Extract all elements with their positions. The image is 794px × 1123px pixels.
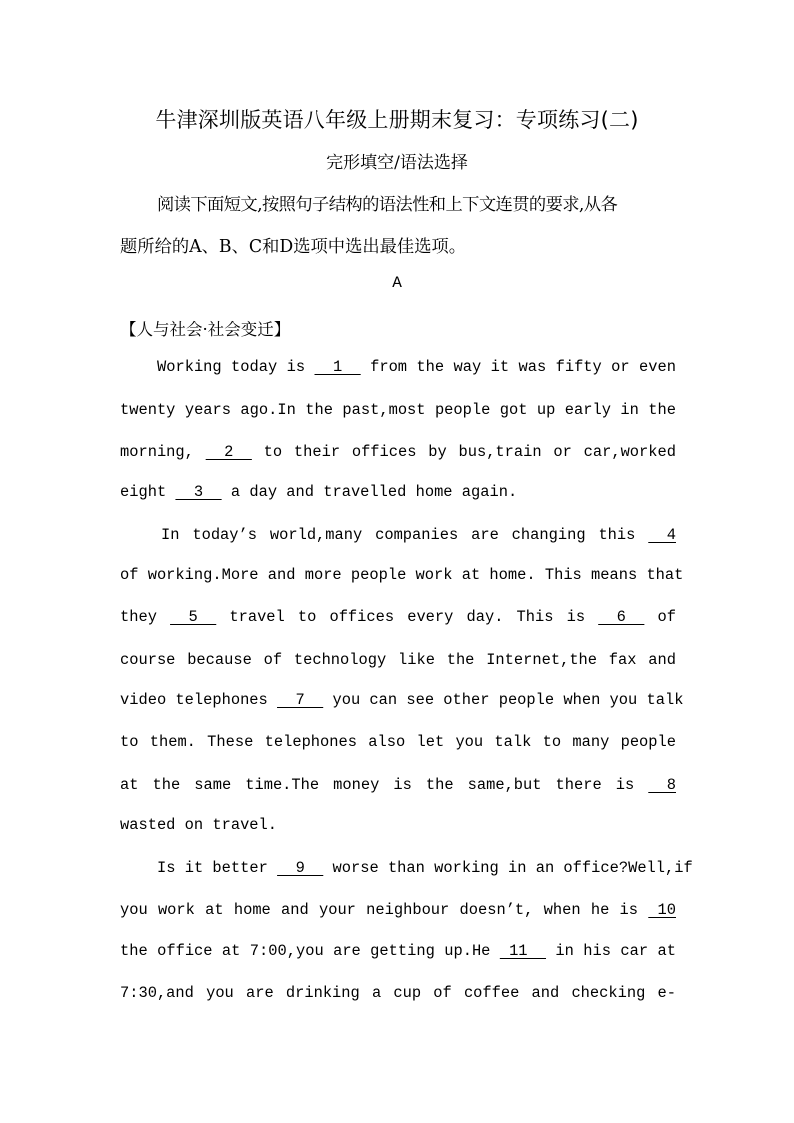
blank-4: 4: [648, 526, 676, 544]
passage-line: at the same time.The money is the same,but there is 8: [120, 776, 676, 794]
passage-line: Is it better 9 worse than working in an office?Well,if: [157, 859, 693, 877]
passage-line: morning, 2 to their offices by bus,train or car,worked: [120, 443, 676, 461]
blank-8: 8: [648, 776, 676, 794]
blank-7: 7: [277, 691, 324, 709]
passage-line: you work at home and your neighbour doesn’t, when he is 10: [120, 901, 676, 919]
blank-6: 6: [598, 608, 645, 626]
section-label: A: [392, 274, 402, 292]
passage-line: they 5 travel to offices every day. This is 6 of: [120, 608, 676, 626]
blank-5: 5: [170, 608, 217, 626]
passage-line: the office at 7:00,you are getting up.He 11 in his car at: [120, 942, 676, 960]
passage-line: of working.More and more people work at home. This means that: [120, 566, 684, 584]
instructions-line-2: 题所给的A、B、C和D选项中选出最佳选项。: [120, 237, 467, 257]
instructions-line-1: 阅读下面短文,按照句子结构的语法性和上下文连贯的要求,从各: [157, 195, 618, 215]
blank-2: 2: [205, 443, 252, 461]
theme-heading: 【人与社会·社会变迁】: [120, 320, 291, 339]
passage-line: eight 3 a day and travelled home again.: [120, 483, 518, 501]
passage-line: 7:30,and you are drinking a cup of coffee and checking e-: [120, 984, 676, 1002]
page-subtitle: 完形填空/语法选择: [326, 153, 468, 173]
passage-line: to them. These telephones also let you talk to many people: [120, 733, 676, 751]
blank-10: 10: [648, 901, 676, 919]
passage-line: Working today is 1 from the way it was fifty or even: [157, 358, 676, 376]
page-title: 牛津深圳版英语八年级上册期末复习：专项练习(二): [155, 108, 639, 132]
blank-9: 9: [277, 859, 324, 877]
blank-11: 11: [499, 942, 547, 960]
passage-line: video telephones 7 you can see other people when you talk: [120, 691, 684, 709]
passage-line: twenty years ago.In the past,most people got up early in the: [120, 401, 676, 419]
passage-line: course because of technology like the Internet,the fax and: [120, 651, 676, 669]
passage-line: In today’s world,many companies are changing this 4: [161, 526, 676, 544]
blank-1: 1: [314, 358, 361, 376]
blank-3: 3: [175, 483, 222, 501]
passage-line: wasted on travel.: [120, 816, 278, 834]
